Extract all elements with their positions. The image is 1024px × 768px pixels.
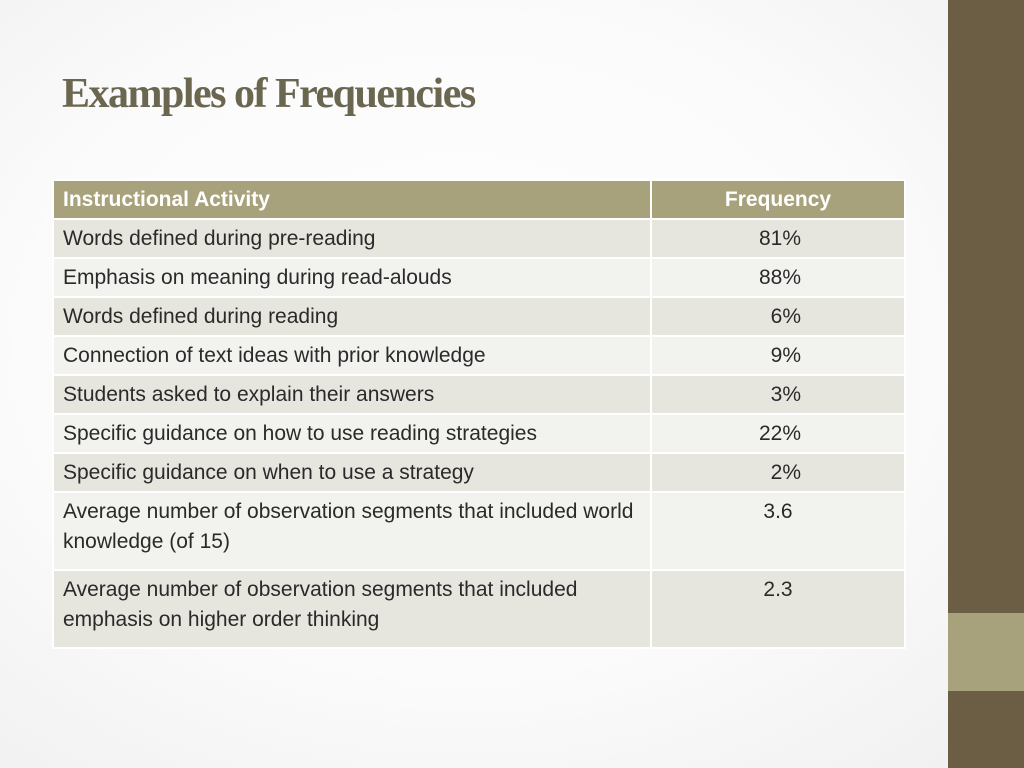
frequency-value: 9% xyxy=(770,343,801,367)
frequency-cell xyxy=(651,258,905,297)
table-header-row xyxy=(53,180,905,219)
column-header-frequency: Frequency xyxy=(651,180,905,219)
activity-cell: Students asked to explain their answers xyxy=(53,375,651,414)
activity-cell: Words defined during reading xyxy=(53,297,651,336)
frequency-value: 3% xyxy=(770,382,801,406)
activity-cell: Specific guidance on when to use a strategy xyxy=(53,453,651,492)
table-row xyxy=(53,219,905,258)
frequency-value: 88% xyxy=(758,265,801,289)
frequency-cell xyxy=(651,297,905,336)
frequency-table xyxy=(52,179,906,649)
slide-title: Examples of Frequencies xyxy=(62,71,475,117)
activity-cell: Average number of observation segments that included emphasis on higher order thinking xyxy=(53,570,651,648)
table-row xyxy=(53,414,905,453)
table-row xyxy=(53,297,905,336)
table-row xyxy=(53,570,905,648)
frequency-cell xyxy=(651,492,905,570)
frequency-value: 81% xyxy=(758,226,801,250)
frequency-value: 22% xyxy=(758,421,801,445)
table-row xyxy=(53,492,905,570)
side-decor-accent xyxy=(948,613,1024,691)
frequency-value: 2% xyxy=(770,460,801,484)
frequency-cell xyxy=(651,570,905,648)
activity-cell: Specific guidance on how to use reading strategies xyxy=(53,414,651,453)
table-row xyxy=(53,375,905,414)
frequency-cell xyxy=(651,375,905,414)
frequency-cell xyxy=(651,336,905,375)
frequency-cell xyxy=(651,414,905,453)
activity-cell: Average number of observation segments that included world knowledge (of 15) xyxy=(53,492,651,570)
frequency-value: 3.6 xyxy=(763,500,793,523)
table-row xyxy=(53,453,905,492)
column-header-activity: Instructional Activity xyxy=(53,180,651,219)
activity-cell: Emphasis on meaning during read-alouds xyxy=(53,258,651,297)
frequency-value: 6% xyxy=(770,304,801,328)
frequency-cell xyxy=(651,219,905,258)
table-row xyxy=(53,258,905,297)
activity-cell: Connection of text ideas with prior knowledge xyxy=(53,336,651,375)
activity-cell: Words defined during pre-reading xyxy=(53,219,651,258)
frequency-cell xyxy=(651,453,905,492)
frequency-value: 2.3 xyxy=(763,578,793,601)
table-row xyxy=(53,336,905,375)
